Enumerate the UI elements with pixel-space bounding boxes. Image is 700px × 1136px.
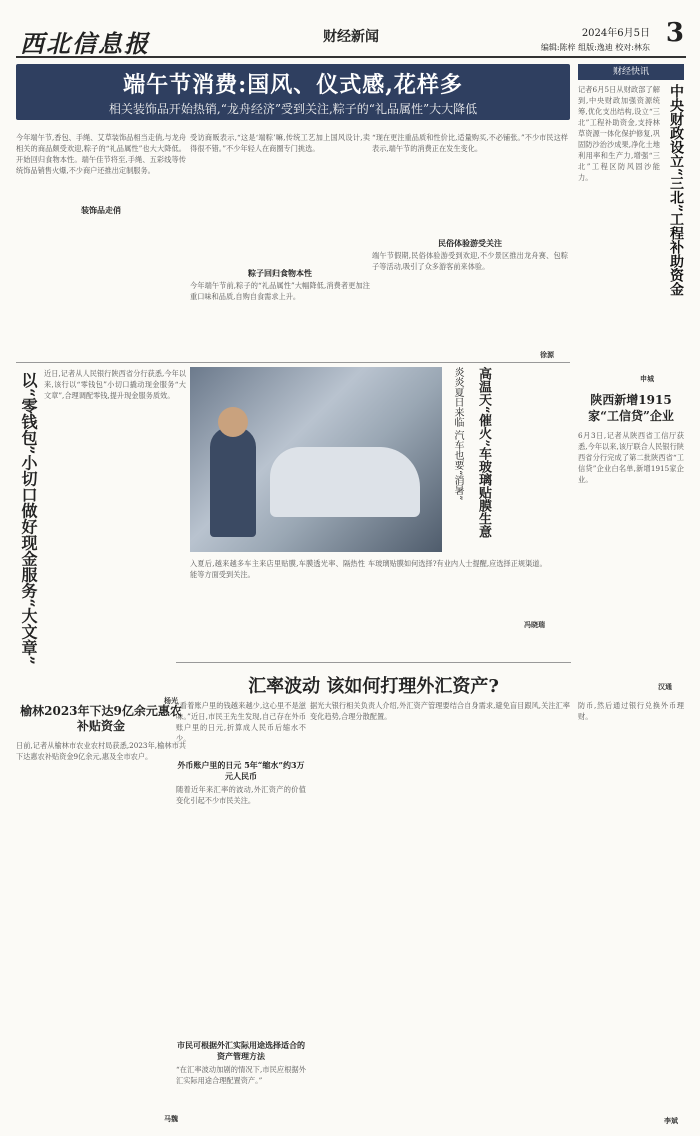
feature-headline: 汇率波动 该如何打理外汇资产? [248,676,499,697]
section-divider [16,362,570,363]
lead-story-col2: 受访商贩表示,“这是‘端粽’嘛,传统工艺加上国风设计,卖得很不错。”不少年轻人在商圈专门挑选。 [190,133,370,153]
story-title-subsidy: 榆林2023年下达9亿余元惠农补贴资金 [20,704,182,733]
feature-divider [176,662,571,663]
news-flash-byline: 申城 [640,374,654,383]
hero-banner [16,64,570,120]
newspaper-brand: 西北信息报 [20,29,150,58]
feature-body-col3: 防币,然后通过银行兑换外币理财。 [578,701,684,721]
feature-subhead-yen: 外币账户里的日元 5年“缩水”约3万元人民币 [177,760,305,781]
hero-headline: 端午节消费:国风、仪式感,花样多 [123,72,463,98]
photo-subtitle: 炎炎夏日来临 汽车也要“消暑” [452,367,463,501]
news-flash-column [578,64,684,384]
car-shape [270,447,420,517]
feature-body-intro: “看着账户里的钱越来越少,这心里不是滋味。”近日,市民王先生发现,自己存在外币账户里的日元,折算成人民币后缩水不少。 [176,701,306,743]
story-subhead-folk: 民俗体验游受关注 [438,238,502,248]
news-flash-tag: 财经快讯 [578,64,684,80]
story-body-credit: 6月3日,记者从陕西省工信厅获悉,今年以来,该厅联合人民银行陕西省分行完成了第二批陕西省“工信贷”企业白名单,新增1915家企业。 [578,431,684,484]
story-byline-subsidy: 马魏 [164,1114,178,1123]
worker-shape [210,427,256,537]
feature-body-col1: 随着近年来汇率的波动,外汇资产的价值变化引起不少市民关注。 [176,785,306,805]
page-number: 3 [665,18,684,48]
story-subhead-zongzi: 粽子回归食物本性 [248,268,312,278]
lead-story-col1: 今年端午节,香包、手绳、艾草装饰品相当走俏,与龙舟相关的商品颇受欢迎,粽子的“礼品属性”也大大降低。开始回归食物本性。端午佳节将至,手绳、五彩线等传统饰品销售火爆,不少商户还推出定制服务。 [16,133,186,175]
issue-date: 2024年6月5日 [581,28,650,39]
worker-head [218,407,248,437]
photo-caption-left: 入夏后,越来越多车主来店里贴膜,车膜透光率、隔热性能等方面受到关注。 [190,559,365,579]
story-body-wallet: 近日,记者从人民银行陕西省分行获悉,今年以来,该行以“零钱包”小切口撬动现金服务“大文章”,合理调配零钱,提升现金服务质效。 [44,369,186,400]
story-title-credit: 陕西新增1915家“工信贷”企业 [588,393,674,423]
photo-title: 高温天“催火”车玻璃贴膜生意 [476,367,491,538]
story-subhead-decor: 装饰品走俏 [81,205,121,215]
sidebar-credit-story [578,392,684,692]
masthead [16,6,686,58]
story-title-wallet: 以“零钱包”小切口做好现金服务“大文章” [19,372,38,665]
editor-credits: 编辑:陈梓 组版:逸迪 校对:林东 [540,43,650,52]
photo-byline: 冯晓瑞 [524,620,545,629]
lead-story-col3: “现在更注重品质和性价比,适量购买,不必铺张。”不少市民这样表示,端午节的消费正在发生变化。 [372,133,568,153]
story-body-subsidy: 日前,记者从榆林市农业农村局获悉,2023年,榆林市共下达惠农补贴资金9亿余元,惠及全市农户。 [16,741,186,761]
feature-byline: 李斌 [664,1116,678,1125]
photo-caption-block [446,367,510,552]
hero-subhead: 相关装饰品开始热销,“龙舟经济”受到关注,粽子的“礼品属性”大大降低 [108,102,478,116]
news-flash-title: 中央财政设立“三北”工程补助资金 [668,84,684,297]
news-flash-body: 记者6月5日从财政部了解到,中央财政加强资源统筹,优化支出结构,设立“三北”工程补助资金,支持林草资源一体化保护修复,巩固防沙治沙成果,净化土地利用率和生产力,增强“三北”工程区防风固沙能力。 [578,85,660,182]
news-photo [190,367,442,552]
lead-story-byline: 徐源 [540,350,554,359]
photo-caption-right: 车玻璃贴膜如何选择?有业内人士提醒,应选择正规渠道。 [368,559,547,568]
feature-body-col1b: “在汇率波动加剧的情况下,市民应根据外汇实际用途合理配置资产。” [176,1065,306,1085]
feature-subhead-assets: 市民可根据外汇实际用途选择适合的资产管理方法 [177,1040,305,1061]
lead-story-col2b: 今年端午节前,粽子的“礼品属性”大幅降低,消费者更加注重口味和品质,自购自食需求上升。 [190,281,370,301]
story-byline-credit: 汉通 [658,682,672,691]
story-byline-wallet: 杨光 [164,696,178,705]
lead-story-col3b: 端午节假期,民俗体验游受到欢迎,不少景区推出龙舟赛、包粽子等活动,吸引了众多游客前来体验。 [372,251,568,271]
feature-body-col2: 据光大银行相关负责人介绍,外汇资产管理要结合自身需求,避免盲目跟风,关注汇率变化趋势,合理分散配置。 [310,701,570,721]
section-title: 财经新闻 [323,29,379,45]
